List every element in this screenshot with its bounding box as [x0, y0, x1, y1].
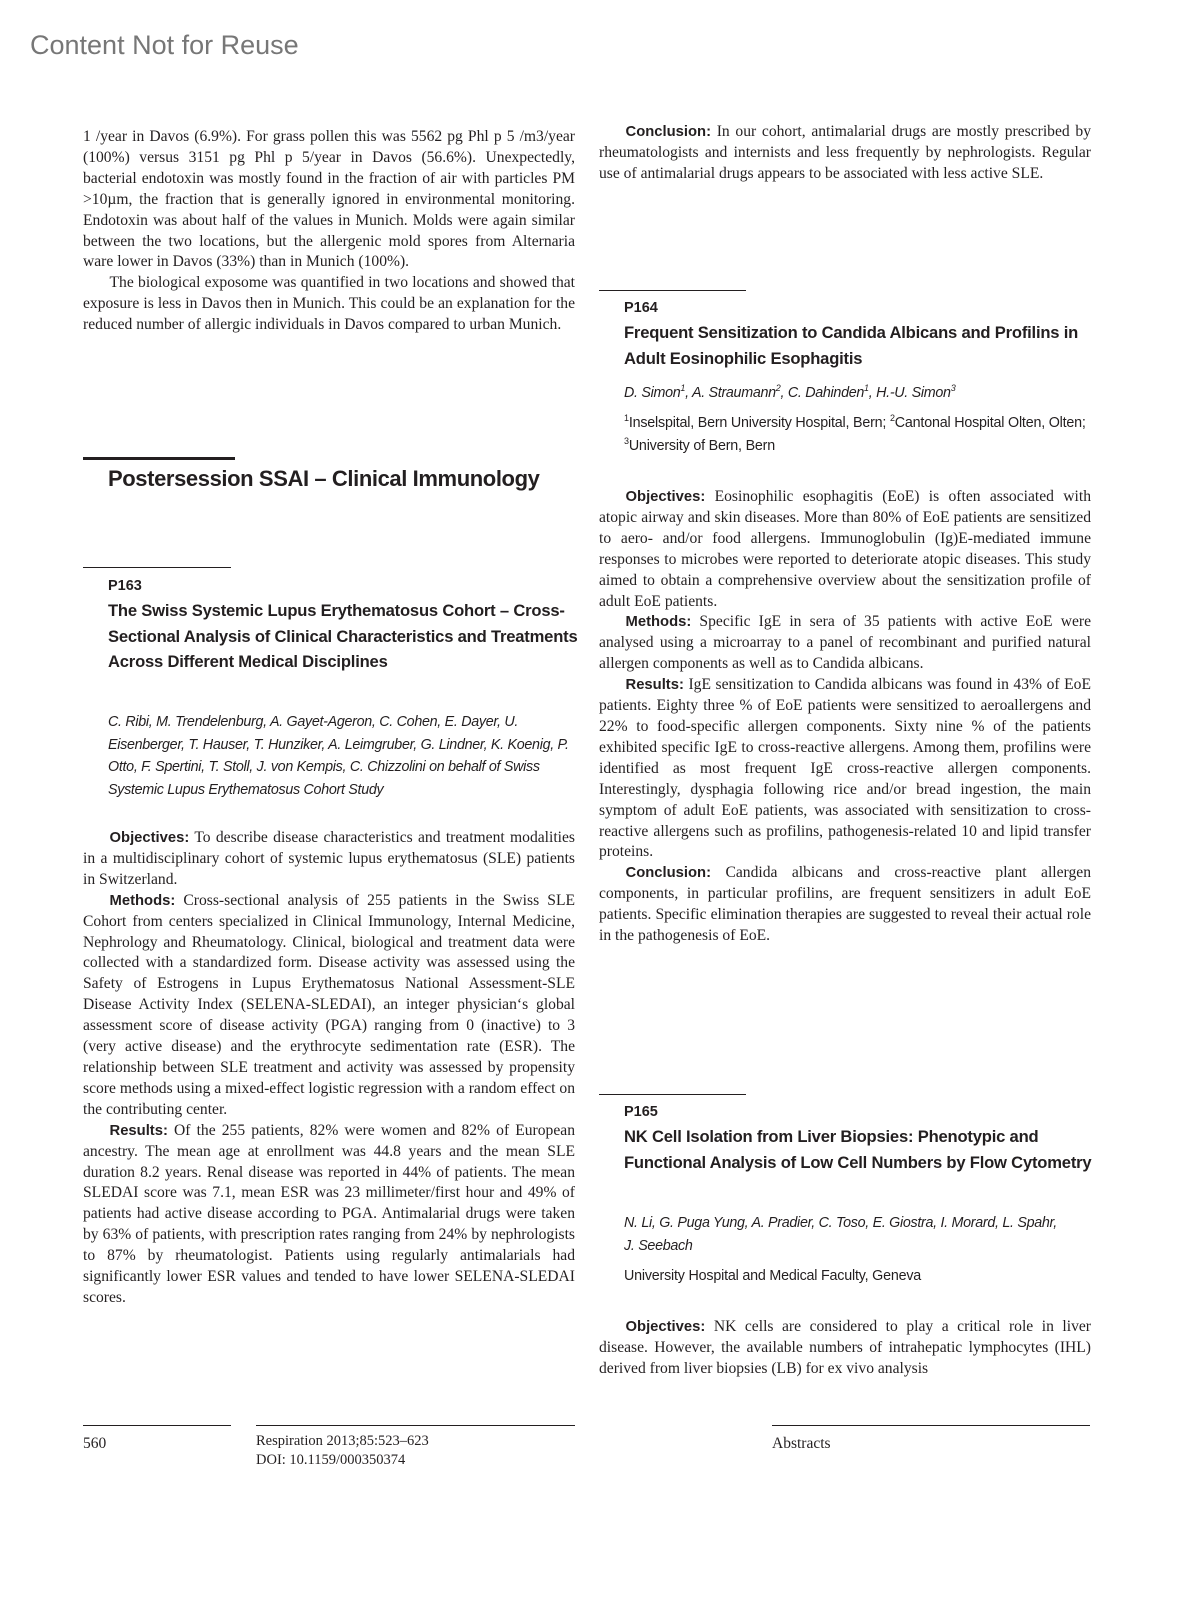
conclusion-paragraph: Conclusion: Candida albicans and cross-reactive plant allergen components, in particular profilins, are frequent sensitizers in adult EoE patients. Specific elimination therapies are suggested to reveal their actual role in the pathogenesis of EoE.	[599, 864, 1091, 945]
footer-rule	[772, 1425, 1090, 1426]
journal-citation: Respiration 2013;85:523–623 DOI: 10.1159/000350374	[256, 1433, 429, 1468]
abstract-authors: D. Simon$^1$, A. Straumann$^2$, C. Dahinden$^1$, H.-U. Simon$^3$	[624, 383, 956, 401]
conclusion-paragraph: Conclusion: In our cohort, antimalarial drugs are mostly prescribed by rheumatologists and internists and less frequently by nephrologists. Regular use of antimalarial drugs appears to be associated with less active SLE.	[599, 123, 1091, 182]
abstract-body	[83, 828, 575, 1309]
abstract-authors: C. Ribi, M. Trendelenburg, A. Gayet-Ageron, C. Cohen, E. Dayer, U. Eisenberger, T. Hauser, T. Hunziker, A. Leimgruber, G. Lindner, K. Koenig, P. Otto, F. Spertini, T. Stoll, J. von Kempis, C. Chizzolini on behalf of Swiss Systemic Lupus Erythematosus Cohort Study	[108, 714, 569, 798]
abstract-title: NK Cell Isolation from Liver Biopsies: Phenotypic and Functional Analysis of Low Cell Numbers by Flow Cytometry	[624, 1127, 1092, 1172]
section-heading: Postersession SSAI – Clinical Immunology	[108, 466, 540, 491]
objectives-paragraph: Objectives: NK cells are considered to play a critical role in liver disease. However, the available numbers of intrahepatic lymphocytes (IHL) derived from liver biopsies (LB) for ex vivo analysis	[599, 1318, 1091, 1377]
objectives-paragraph: Objectives: Eosinophilic esophagitis (EoE) is often associated with atopic airway and skin diseases. More than 80% of EoE patients are sensitized to aero- and/or food allergens. Immunoglobulin (Ig)E-mediated immune responses to microbes were reported to deteriorate atopic diseases. This study aimed to obtain a comprehensive overview about the sensitization profile of adult EoE patients.	[599, 488, 1091, 610]
results-paragraph: Results: IgE sensitization to Candida albicans was found in 43% of EoE patients. Eighty three % of EoE patients were sensitized to aeroallergens and 22% to food-specific allergen components. Sixty nine % of the patients exhibited specific IgE to cross-reactive allergens. Among them, profilins were identified as most frequent IgE cross-reactive allergen components. Interestingly, dysphagia following rice and/or bread ingestion, the main symptom of adult EoE patients, was associated with sensitization to cross-reactive allergens such as profilins, pathogenesis-related 10 and lipid transfer proteins.	[599, 676, 1091, 861]
abstract-affiliations: $^1$Inselspital, Bern University Hospital, Bern; $^2$Cantonal Hospital Olten, Olten; $^3$University of Bern, Bern	[624, 413, 1086, 454]
abstract-id: P163	[108, 578, 142, 594]
methods-paragraph: Methods: Cross-sectional analysis of 255 patients in the Swiss SLE Cohort from centers specialized in Clinical Immunology, Internal Medicine, Nephrology and Rheumatology. Clinical, biological and treatment data were collected with a standardized form. Disease activity was assessed using the Safety of Estrogens in Lupus Erythematosus National Assessment-SLE Disease Activity Index (SELENA-SLEDAI), an integer physician‘s global assessment score of disease activity (PGA) ranging from 0 (inactive) to 3 (very active disease) and the erythrocyte sedimentation rate (ESR). The relationship between SLE treatment and activity was assessed by propensity score methods using a mixed-effect logistic regression with a random effect on the contributing center.	[83, 891, 575, 1118]
divider	[83, 457, 235, 460]
footer-section: Abstracts	[772, 1435, 831, 1452]
divider	[599, 290, 746, 291]
footer-rule	[83, 1425, 231, 1426]
footer-rule	[256, 1425, 575, 1426]
abstract-id: P164	[624, 300, 658, 316]
section-label: Methods:	[109, 892, 176, 909]
objectives-paragraph: Objectives: To describe disease characteristics and treatment modalities in a multidisciplinary cohort of systemic lupus erythematosus (SLE) patients in Switzerland.	[83, 829, 575, 888]
divider	[599, 1094, 746, 1095]
abstract-authors: N. Li, G. Puga Yung, A. Pradier, C. Toso, E. Giostra, I. Morard, L. Spahr, J. Seebach	[624, 1215, 1057, 1254]
watermark: Content Not for Reuse	[30, 30, 299, 60]
abstract-title: The Swiss Systemic Lupus Erythematosus Cohort – Cross-Sectional Analysis of Clinical Characteristics and Treatments Across Different Medical Disciplines	[108, 601, 578, 671]
methods-paragraph: Methods: Specific IgE in sera of 35 patients with active EoE were analysed using a microarray to a panel of recombinant and purified natural allergen components as well as to Candida albicans.	[599, 613, 1091, 673]
section-label: Results:	[109, 1122, 168, 1139]
paragraph: 1 /year in Davos (6.9%). For grass pollen this was 5562 pg Phl p 5 /m3/year (100%) versus 3151 pg Phl p 5/year in Davos (56.6%). Unexpectedly, bacterial endotoxin was mostly found in the fraction of air with particles PM >10µm, the fraction that is generally ignored in environmental monitoring. Endotoxin was about half of the values in Munich. Molds were again similar between the two locations, but the allergenic mold spores from Alternaria ware lower in Davos (33%) than in Munich (100%).	[83, 128, 575, 271]
conclusion-text	[599, 122, 1091, 185]
abstract-title: Frequent Sensitization to Candida Albicans and Profilins in Adult Eosinophilic Esophagitis	[624, 323, 1079, 368]
page-number: 560	[83, 1435, 107, 1452]
results-paragraph: Results: Of the 255 patients, 82% were women and 82% of European ancestry. The mean age at enrollment was 44.8 years and the mean SLE duration 8.2 years. Renal disease was reported in 44% of patients. The mean SLEDAI score was 7.1, mean ESR was 23 millimeter/first hour and 49% of patients had active disease according to PGA. Antimalarial drugs were taken by 63% of patients, with prescription rates ranging from 24% by nephrologists to 87% by rheumatologist. Patients using regularly antimalarials had significantly lower ESR values and tended to have lower SELENA-SLEDAI scores.	[83, 1121, 575, 1306]
abstract-id: P165	[624, 1104, 658, 1120]
abstract-body	[599, 487, 1091, 947]
section-label: Objectives:	[109, 830, 190, 846]
abstract-affiliations: University Hospital and Medical Faculty, Geneva	[624, 1268, 922, 1284]
abstract-body	[599, 1317, 1091, 1380]
paragraph: The biological exposome was quantified in two locations and showed that exposure is less in Davos then in Munich. This could be an explanation for the reduced number of allergic individuals in Davos compared to urban Munich.	[83, 274, 575, 334]
intro-text	[83, 127, 575, 336]
divider	[83, 567, 231, 568]
